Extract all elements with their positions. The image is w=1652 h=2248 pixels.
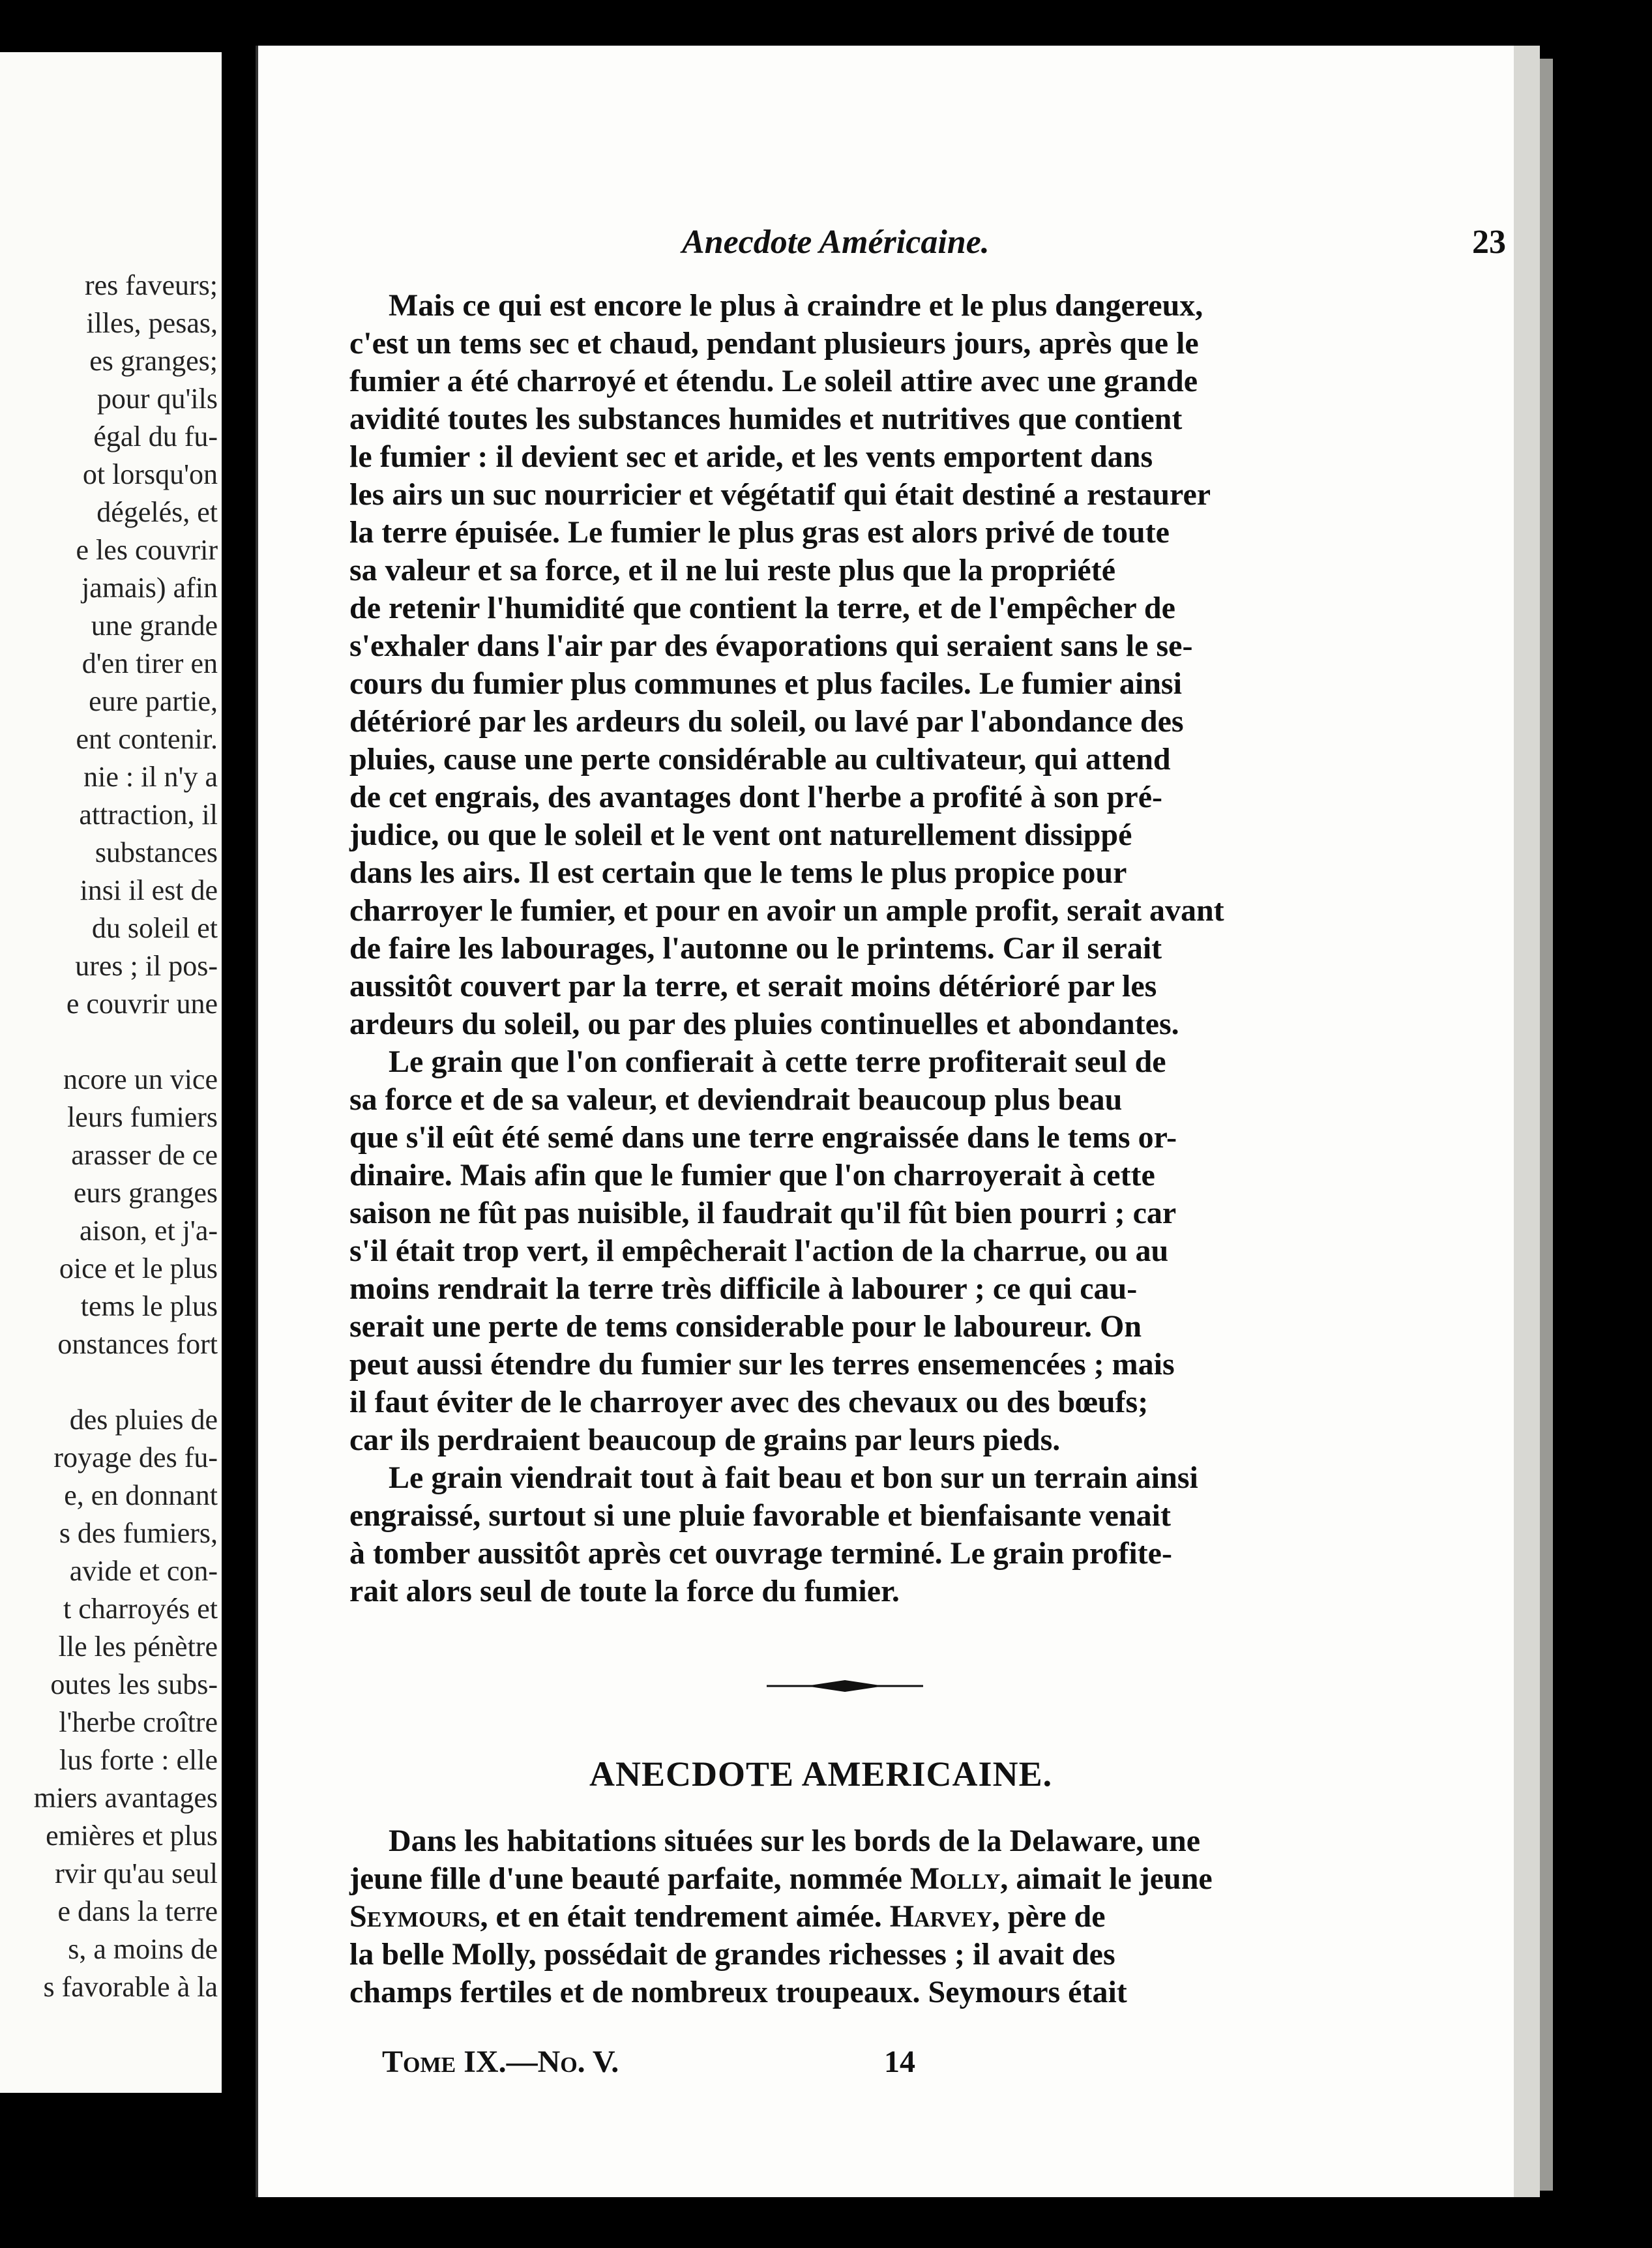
left-page-line: onstances fort — [57, 1328, 218, 1360]
left-page-line: s des fumiers, — [59, 1517, 218, 1549]
left-page-line: rvir qu'au seul — [55, 1857, 218, 1889]
left-page-line: royage des fu- — [53, 1442, 218, 1473]
left-page-line: es granges; — [89, 345, 218, 377]
left-page-line: ent contenir. — [76, 723, 218, 755]
page-edge-shadow — [1540, 59, 1553, 2191]
text-line: dinaire. Mais afin que le fumier que l'on charroyerait à cette — [349, 1158, 1155, 1192]
left-page-line: eure partie, — [89, 685, 218, 717]
left-page-line: t charroyés et — [63, 1593, 218, 1625]
left-page-line: l'herbe croître — [59, 1706, 218, 1738]
left-page-line: tems le plus — [80, 1290, 218, 1322]
text-line: fumier a été charroyé et étendu. Le soleil attire avec une grande — [349, 364, 1198, 398]
text-line: de faire les labourages, l'autonne ou le printems. Car il serait — [349, 931, 1162, 966]
book-gutter — [222, 0, 258, 2248]
left-page-line: des pluies de — [69, 1404, 218, 1436]
text-line: aussitôt couvert par la terre, et serait moins détérioré par les — [349, 969, 1157, 1003]
section-divider-ornament — [767, 1679, 923, 1693]
left-page-line: ures ; il pos- — [75, 950, 218, 982]
text-line: de retenir l'humidité que contient la terre, et de l'empêcher de — [349, 591, 1175, 625]
text-line: Dans les habitations situées sur les bords de la Delaware, une — [389, 1824, 1200, 1858]
left-page-line: aison, et j'a- — [80, 1215, 218, 1247]
text-line: charroyer le fumier, et pour en avoir un ample profit, serait avant — [349, 893, 1224, 928]
left-page-line: une grande — [91, 610, 218, 642]
left-page-line: e couvrir une — [66, 988, 218, 1020]
text-line: s'exhaler dans l'air par des évaporations qui seraient sans le se- — [349, 629, 1193, 663]
text-line: rait alors seul de toute la force du fumier. — [349, 1574, 900, 1608]
text-line: serait une perte de tems considerable pour le laboureur. On — [349, 1309, 1142, 1344]
text-line: c'est un tems sec et chaud, pendant plusieurs jours, après que le — [349, 326, 1199, 361]
footer-volume: Tome IX.—No. V. — [382, 2045, 619, 2079]
text-line: Mais ce qui est encore le plus à craindre et le plus dangereux, — [389, 288, 1203, 323]
left-page-line: attraction, il — [79, 799, 218, 831]
left-page-line: du soleil et — [91, 912, 218, 944]
left-page-line: substances — [95, 836, 218, 868]
main-text-top — [349, 287, 1588, 1610]
left-page-line: leurs fumiers — [67, 1101, 218, 1133]
text-line: pluies, cause une perte considérable au cultivateur, qui attend — [349, 742, 1171, 776]
footer-signature: 14 — [884, 2045, 915, 2079]
text-line: de cet engrais, des avantages dont l'herbe a profité à son pré- — [349, 780, 1163, 814]
text-line: à tomber aussitôt après cet ouvrage terminé. Le grain profite- — [349, 1536, 1172, 1571]
left-page-line: res faveurs; — [84, 269, 218, 301]
text-line: la belle Molly, possédait de grandes richesses ; il avait des — [349, 1937, 1115, 1972]
text-line: car ils perdraient beaucoup de grains par leurs pieds. — [349, 1423, 1061, 1457]
page-edge — [1514, 46, 1540, 2197]
text-line: dans les airs. Il est certain que le tems le plus propice pour — [349, 855, 1127, 890]
text-line: il faut éviter de le charroyer avec des chevaux ou des bœufs; — [349, 1385, 1149, 1419]
text-line: engraissé, surtout si une pluie favorable et bienfaisante venait — [349, 1498, 1171, 1533]
text-line: judice, ou que le soleil et le vent ont naturellement dissippé — [349, 818, 1132, 852]
text-line: que s'il eût été semé dans une terre engraissée dans le tems or- — [349, 1120, 1177, 1155]
text-line: Le grain que l'on confierait à cette terre profiterait seul de — [389, 1044, 1166, 1079]
left-page-line: miers avantages — [33, 1782, 218, 1814]
text-line: détérioré par les ardeurs du soleil, ou lavé par l'abondance des — [349, 704, 1184, 739]
text-line: avidité toutes les substances humides et nutritives que contient — [349, 402, 1183, 436]
text-line: la terre épuisée. Le fumier le plus gras est alors privé de toute — [349, 515, 1170, 550]
running-head — [258, 223, 1516, 269]
text-line: peut aussi étendre du fumier sur les terres ensemencées ; mais — [349, 1347, 1175, 1382]
left-page-line: e dans la terre — [57, 1895, 218, 1927]
left-page-line: insi il est de — [80, 874, 218, 906]
page-footer — [382, 2044, 1425, 2083]
left-page-line: emières et plus — [46, 1820, 218, 1852]
left-page-line: ncore un vice — [63, 1063, 218, 1095]
left-page-line: lle les pénètre — [58, 1631, 218, 1663]
left-page-line: nie : il n'y a — [83, 761, 218, 793]
text-line: Le grain viendrait tout à fait beau et bon sur un terrain ainsi — [389, 1460, 1198, 1495]
left-page-line: dégelés, et — [96, 496, 218, 528]
text-line: moins rendrait la terre très difficile à labourer ; ce qui cau- — [349, 1271, 1138, 1306]
left-page-line: avide et con- — [69, 1555, 218, 1587]
left-page-line: illes, pesas, — [86, 307, 218, 339]
left-page-line: s favorable à la — [43, 1971, 218, 2003]
right-page: Anecdote Américaine. 23 Mais ce qui est encore le plus à craindre et le plus dangereux, c'est un tems sec et chaud, pendant plusieurs jours, après que le fumier a été charroyé et étendu. Le soleil attire avec une grande avidité toutes les substances humides et nutritives que contient le fumier : il devient sec et aride, et les vents emportent dans les airs un suc nourricier et végétatif qui était destiné a restaurer la terre épuisée. Le fumier le plus gras est alors privé de toute sa valeur et sa force, et il ne lui reste plus que la propriété de retenir l'humidité que contient la terre, et de l'empêcher de s'exhaler dans l'air par des évaporations qui seraient sans le se- cours du fumier plus communes et plus faciles. Le fumier ainsi détérioré par les ardeurs du soleil, ou lavé par l'abondance des pluies, cause une perte considérable au cultivateur, qui attend de cet engrais, des avantages dont l'herbe a profité à son pré- judice, ou que le soleil et le vent ont naturellement dissippé dans les airs. Il est certain que le tems le plus propice pour charroyer le fumier, et pour en avoir un ample profit, serait avant de faire les labourages, l'autonne ou le printems. Car il serait aussitôt couvert par la terre, et serait moins détérioré par les ardeurs du soleil, ou par des pluies continuelles et abondantes. Le grain que l'on confierait à cette terre profiterait seul de sa force et de sa valeur, et deviendrait beaucoup plus beau que s'il eût été semé dans une terre engraissée dans le tems or- dinaire. Mais afin que le fumier que l'on charroyerait à cette saison ne fût pas nuisible, il faudrait qu'il fût bien pourri ; car s'il était trop vert, il empêcherait l'action de la charrue, ou au moins rendrait la terre très difficile à labourer ; ce qui cau- serait une perte de tems considerable pour le laboureur. On peut aussi étendre du fumier sur les terres ensemencées ; mais il faut éviter de le charroyer avec des chevaux ou des bœufs; car ils perdraient beaucoup de grains par leurs pieds. Le grain viendrait tout à fait beau et bon sur un terrain ainsi engraissé, surtout si une pluie favorable et bienfaisante venait à tomber aussitôt après cet ouvrage terminé. Le grain profite- rait alors seul de toute la force du fumier. ANECDOTE AMERICAINE. Dans les habitations situées sur les bords de la Delaware, une jeune fille d'une beauté parfaite, nommée Molly, aimait le jeune Seymours, et en était tendrement aimée. Harvey, père de la belle Molly, possédait de grandes richesses ; il avait des champs fertiles et de nombreux troupeaux. Seymours était Tome IX.—No. V. 14 — [256, 46, 1516, 2197]
left-page-line: s, a moins de — [68, 1933, 218, 1965]
left-page-line: outes les subs- — [50, 1668, 218, 1700]
text-line: le fumier : il devient sec et aride, et les vents emportent dans — [349, 439, 1153, 474]
text-line: jeune fille d'une beauté parfaite, nommée Molly, aimait le jeune — [349, 1861, 1213, 1896]
left-page-line: pour qu'ils — [96, 383, 218, 415]
text-line: saison ne fût pas nuisible, il faudrait qu'il fût bien pourri ; car — [349, 1196, 1177, 1230]
left-page-line: e, en donnant — [64, 1479, 218, 1511]
left-page-line: e les couvrir — [76, 534, 218, 566]
text-line: ardeurs du soleil, ou par des pluies continuelles et abondantes. — [349, 1007, 1179, 1041]
text-line: sa valeur et sa force, et il ne lui reste plus que la propriété — [349, 553, 1115, 587]
text-line: sa force et de sa valeur, et deviendrait beaucoup plus beau — [349, 1082, 1123, 1117]
left-page-line: arasser de ce — [71, 1139, 218, 1171]
text-line: cours du fumier plus communes et plus faciles. Le fumier ainsi — [349, 666, 1182, 701]
left-page-line: jamais) afin — [81, 572, 218, 604]
left-page-fragment — [0, 52, 222, 2093]
left-page-line: d'en tirer en — [81, 647, 218, 679]
left-page-line: ot lorsqu'on — [82, 458, 218, 490]
left-page-line: lus forte : elle — [59, 1744, 218, 1776]
text-line: les airs un suc nourricier et végétatif qui était destiné a restaurer — [349, 477, 1211, 512]
left-page-line: oice et le plus — [59, 1252, 218, 1284]
left-page-line: égal du fu- — [93, 421, 218, 452]
running-head-title: Anecdote Américaine. — [682, 224, 990, 261]
text-line: champs fertiles et de nombreux troupeaux. Seymours était — [349, 1975, 1127, 2009]
text-line: Seymours, et en était tendrement aimée. Harvey, père de — [349, 1899, 1106, 1934]
text-line: s'il était trop vert, il empêcherait l'action de la charrue, ou au — [349, 1234, 1169, 1268]
page-number: 23 — [1472, 224, 1506, 261]
main-text-bottom — [349, 1822, 1588, 2011]
left-page-line: eurs granges — [73, 1177, 218, 1209]
